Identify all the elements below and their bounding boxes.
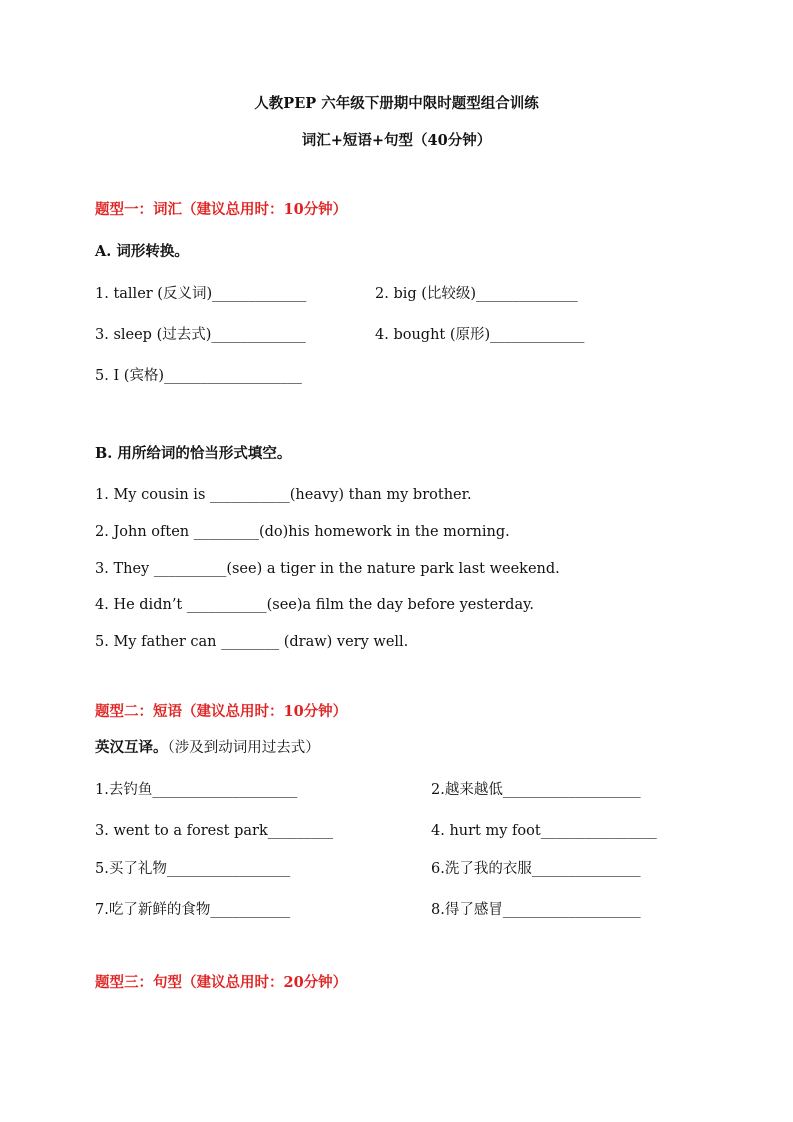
- page-subtitle: 词汇+短语+句型（40分钟）: [301, 132, 492, 149]
- phrase-item: 5.买了礼物_________________: [95, 861, 291, 877]
- section-2-instruction: [95, 741, 320, 756]
- part-b-heading: B. 用所给词的恰当形式填空。: [95, 445, 292, 462]
- part-b-item: 2. John often _________(do)his homework in the morning.: [95, 524, 510, 540]
- part-b-item: 1. My cousin is ___________(heavy) than my brother.: [95, 487, 472, 503]
- part-a-heading: A. 词形转换。: [95, 243, 189, 260]
- section-3-heading: 题型三：句型（建议总用时：20分钟）: [95, 974, 348, 991]
- phrase-item: 3. went to a forest park_________: [95, 823, 334, 839]
- part-b-item: 5. My father can ________ (draw) very well.: [95, 634, 409, 650]
- part-a-item: 4. bought (原形)_____________: [375, 327, 585, 343]
- part-a-item: 3. sleep (过去式)_____________: [95, 327, 306, 343]
- instruction-note: （涉及到动词用过去式）: [167, 740, 320, 756]
- phrase-item: 1.去钓鱼____________________: [95, 782, 298, 798]
- part-a-item: 5. I (宾格)___________________: [95, 368, 302, 384]
- phrase-item: 2.越来越低___________________: [431, 782, 641, 798]
- instruction-label: 英汉互译。: [95, 739, 168, 756]
- part-b-item: 3. They __________(see) a tiger in the nature park last weekend.: [95, 561, 560, 577]
- phrase-item: 6.洗了我的衣服_______________: [431, 861, 641, 877]
- part-a-item: 2. big (比较级)______________: [375, 286, 578, 302]
- section-2-heading: 题型二：短语（建议总用时：10分钟）: [95, 703, 348, 720]
- part-a-item: 1. taller (反义词)_____________: [95, 286, 307, 302]
- part-b-item: 4. He didn’t ___________(see)a film the day before yesterday.: [95, 597, 534, 613]
- phrase-item: 4. hurt my foot________________: [431, 823, 657, 839]
- phrase-item: 8.得了感冒___________________: [431, 902, 641, 918]
- section-1-heading: 题型一：词汇（建议总用时：10分钟）: [95, 201, 348, 218]
- phrase-item: 7.吃了新鲜的食物___________: [95, 902, 291, 918]
- page-title: 人教PEP 六年级下册期中限时题型组合训练: [254, 95, 539, 112]
